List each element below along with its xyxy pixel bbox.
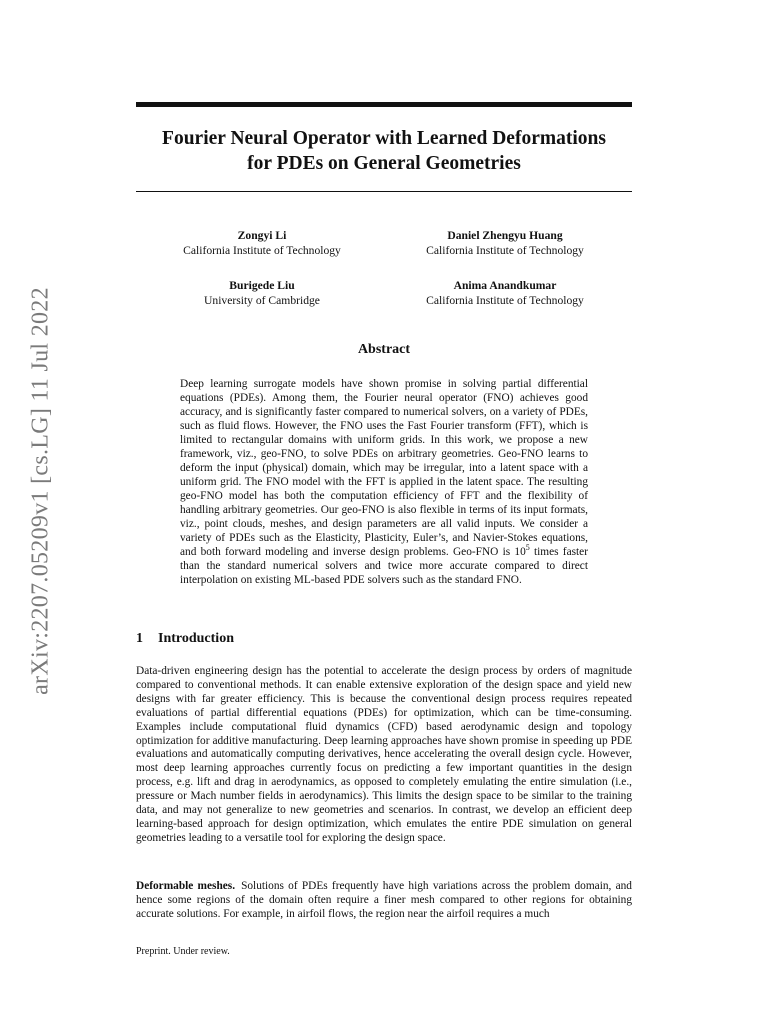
paper-title — [136, 126, 632, 176]
author-name: Zongyi Li — [237, 229, 287, 242]
author-3 — [142, 278, 382, 308]
author-name: Anima Anandkumar — [453, 279, 557, 292]
abstract-heading: Abstract — [357, 342, 411, 357]
author-1 — [142, 228, 382, 258]
author-name: Daniel Zhengyu Huang — [447, 229, 563, 242]
title-line-1: Fourier Neural Operator with Learned Deformations — [162, 128, 606, 149]
title-bottom-rule — [136, 191, 632, 192]
abstract-text — [180, 377, 588, 587]
abstract-text-part-2: times faster than the standard numerical solvers and twice more accurate compared to direct interpolation on existing ML-based PDE solvers such as the standard FNO. — [180, 546, 588, 586]
author-affiliation: University of Cambridge — [204, 294, 320, 307]
arxiv-side-stamp — [21, 283, 61, 700]
author-affiliation: California Institute of Technology — [426, 294, 584, 307]
abstract-power-exponent: 5 — [525, 543, 530, 553]
author-2 — [385, 228, 625, 258]
author-affiliation: California Institute of Technology — [183, 244, 341, 257]
author-4 — [385, 278, 625, 308]
abstract-text-part-1: Deep learning surrogate models have shown promise in solving partial differential equations (PDEs). Among them, the Fourier neural operator (FNO) achieves good accuracy, and is significantly faster compared to numerical solvers, on a variety of PDEs, such as fluid flows. However, the FNO uses the Fast Fourier transform (FFT), which is limited to rectangular domains with uniform grids. In this work, we propose a new framework, viz., geo-FNO, to solve PDEs on arbitrary geometries. Geo-FNO learns to deform the input (physical) domain, which may be irregular, into a latent space with a uniform grid. The FNO model with the FFT is applied in the latent space. The resulting geo-FNO model has both the computation efficiency of FFT and the flexibility of handling arbitrary geometries. Our geo-FNO is also flexible in terms of its input formats, viz., point clouds, meshes, and design parameters are all valid inputs. We consider a variety of PDEs such as the Elasticity, Plasticity, Euler’s, and Navier-Stokes equations, and both forward modeling and inverse design problems. Geo-FNO is 10 — [180, 378, 588, 558]
title-top-rule — [136, 102, 632, 107]
arxiv-identifier: arXiv:2207.05209v1 [cs.LG] 11 Jul 2022 — [27, 287, 54, 695]
paragraph-run-in-heading: Deformable meshes. — [136, 880, 236, 892]
introduction-paragraph-2 — [136, 880, 632, 922]
title-line-2: for PDEs on General Geometries — [247, 153, 521, 174]
author-affiliation: California Institute of Technology — [426, 244, 584, 257]
preprint-footnote: Preprint. Under review. — [136, 946, 230, 957]
paragraph-2-text: Solutions of PDEs frequently have high variations across the problem domain, and hence some regions of the domain often require a finer mesh compared to other regions for obtaining accurate solutions. For example, in airfoil flows, the region near the airfoil requires a much — [136, 880, 632, 920]
introduction-paragraph-1: Data-driven engineering design has the potential to accelerate the design process by orders of magnitude compared to conventional methods. It can enable extensive exploration of the design space and yield new designs with far greater efficiency. This is because the conventional design process requires repeated evaluations of partial differential equations (PDEs) for optimization, which can be time-consuming. Examples include computational fluid dynamics (CFD) based aerodynamic design and topology optimization for additive manufacturing. Deep learning approaches have shown promise in speeding up PDE evaluations and automatically computing derivatives, hence accelerating the overall design cycle. However, most deep learning approaches currently focus on predicting a few important quantities in the design process, e.g. lift and drag in aerodynamics, as opposed to completely emulating the entire simulation (i.e., pressure or Mach number fields in aerodynamics). This limits the design space to be similar to the training data, and may not generalize to new geometries and scenarios. In contrast, we develop an efficient deep learning-based approach for design optimization, which emulates the entire PDE simulation on general geometries leading to a versatile tool for exploring the design space. — [136, 665, 632, 844]
section-title: Introduction — [158, 631, 234, 646]
section-number: 1 — [136, 631, 143, 646]
author-name: Burigede Liu — [229, 279, 295, 292]
section-heading-introduction — [136, 631, 632, 647]
